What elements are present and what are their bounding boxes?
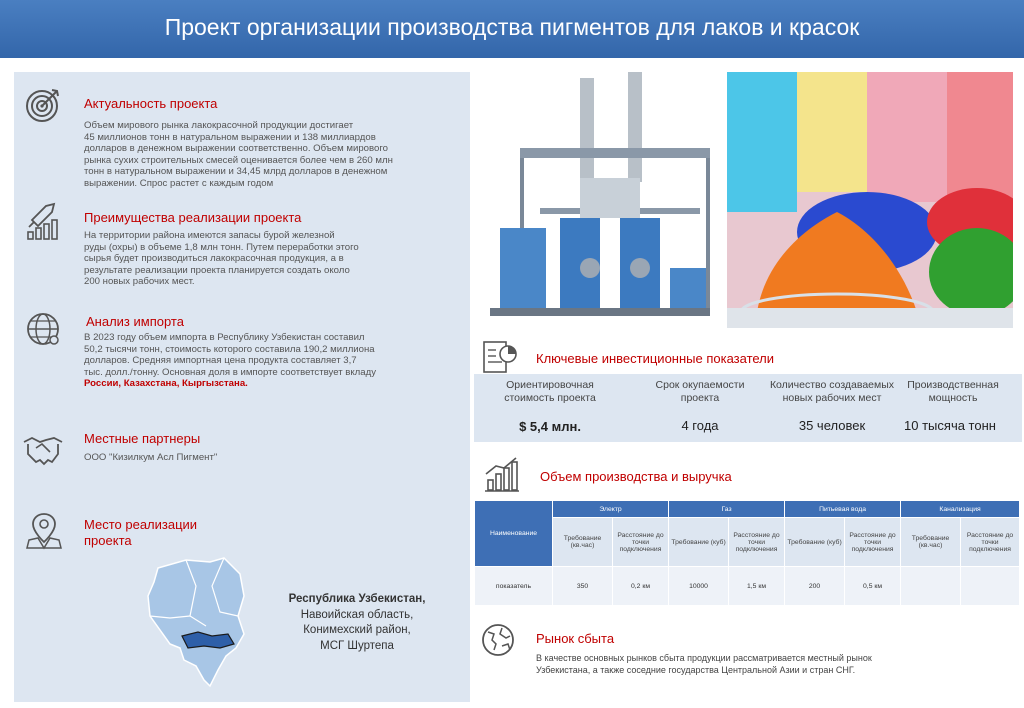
kpi-title: Ключевые инвестиционные показатели (536, 351, 775, 366)
subheader: Расстояние до точки подключения (961, 518, 1020, 567)
table-cell: 1,5 км (729, 567, 785, 606)
equipment-photo (480, 68, 720, 330)
kpi-value-payback: 4 года (681, 418, 719, 433)
highlighted-district (182, 632, 234, 648)
kpi-value-capacity: 10 тысяча тонн (904, 418, 996, 433)
advantages-title: Преимущества реализации проекта (84, 210, 302, 225)
imports-title: Анализ импорта (86, 314, 184, 329)
handshake-icon (22, 432, 64, 468)
location-address: Республика Узбекистан, Навоийская область, Конимехский район, МСГ Шуртепа (288, 593, 426, 652)
relevance-text: Объем мирового рынка лакокрасочной продукции достигает 45 миллионов тонн в натуральном выражении и 138 миллиардов долларов в денежном выражении соответственно. Объем мирового рынка сухих строительных смесей оценивается более чем в 260 млн тонн в натуральном выражении и 34,45 млрд долларов в денежном выражении. Спрос растет с каждым годом (84, 120, 393, 189)
page-title: Проект организации производства пигментов для лаков и красок (164, 14, 860, 40)
imports-text: В 2023 году объем импорта в Республику Узбекистан составил 50,2 тысячи тонн, стоимость которого составила 190,2 миллиона долларов. Средняя импортная цена продукта составляет 3,7 тыс. долл./тонну. Основная доля в импорте соответствует вкладу России, Казахстана, Кыргызстана. (84, 332, 376, 389)
subheader: Требование (куб) (785, 518, 845, 567)
report-icon (482, 340, 518, 374)
kpi-label-capacity: Производственная мощность (907, 379, 999, 404)
kpi-value-jobs: 35 человек (798, 418, 866, 433)
advantages-text: На территории района имеются запасы бурой железной руды (охры) в объеме 1,8 млн тонн. Путем переработки этого сырья будет производиться лакокрасочная продукция, а в результате реализации проекта планируется создать около 200 новых рабочих мест. (84, 230, 359, 287)
subheader: Расстояние до точки подключения (729, 518, 785, 567)
partners-title: Местные партнеры (84, 431, 201, 446)
group-electric: Электр (553, 501, 669, 518)
subheader: Требование (кв.час) (901, 518, 961, 567)
table-cell: 350 (553, 567, 613, 606)
globe-icon (480, 622, 516, 658)
import-countries: России, Казахстана, Кыргызстана. (84, 378, 248, 389)
table-row (475, 567, 1020, 606)
table-cell: 10000 (669, 567, 729, 606)
region-map (140, 556, 270, 696)
group-water: Питьевая вода (785, 501, 901, 518)
group-sewer: Канализация (901, 501, 1020, 518)
table-cell (901, 567, 961, 606)
table-cell: 200 (785, 567, 845, 606)
subheader: Требование (кв.час) (553, 518, 613, 567)
table-cell: 0,5 км (845, 567, 901, 606)
group-gas: Газ (669, 501, 785, 518)
location-title: Место реализации проекта (84, 517, 198, 548)
production-table (474, 500, 1020, 606)
bar-chart-growth-icon (484, 456, 520, 492)
header-bar (0, 0, 1024, 58)
globe-network-icon (24, 310, 62, 348)
production-title: Объем производства и выручка (540, 469, 732, 484)
subheader: Требование (куб) (669, 518, 729, 567)
target-icon (24, 86, 62, 124)
kpi-label-cost: Ориентировочная стоимость проекта (504, 379, 596, 404)
subheader: Расстояние до точки подключения (845, 518, 901, 567)
map-pin-icon (26, 512, 62, 550)
pigments-photo (727, 72, 1013, 328)
relevance-title: Актуальность проекта (84, 96, 218, 111)
row-label: показатель (475, 567, 553, 606)
kpi-label-jobs: Количество создаваемых новых рабочих мест (769, 379, 895, 404)
market-text: В качестве основных рынков сбыта продукции рассматривается местный рынок Узбекистана, а также соседние государства Центральной Азии и стран СНГ. (536, 653, 872, 675)
kpi-value-cost: $ 5,4 млн. (519, 419, 581, 434)
market-title: Рынок сбыта (536, 631, 615, 646)
rocket-chart-icon (24, 200, 62, 240)
partners-text: ООО "Кизилкум Асл Пигмент" (84, 452, 218, 463)
table-cell: 0,2 км (613, 567, 669, 606)
subheader: Расстояние до точки подключения (613, 518, 669, 567)
kpi-label-payback: Срок окупаемости проекта (655, 379, 745, 404)
table-cell (961, 567, 1020, 606)
name-header: Наименование (475, 501, 553, 567)
